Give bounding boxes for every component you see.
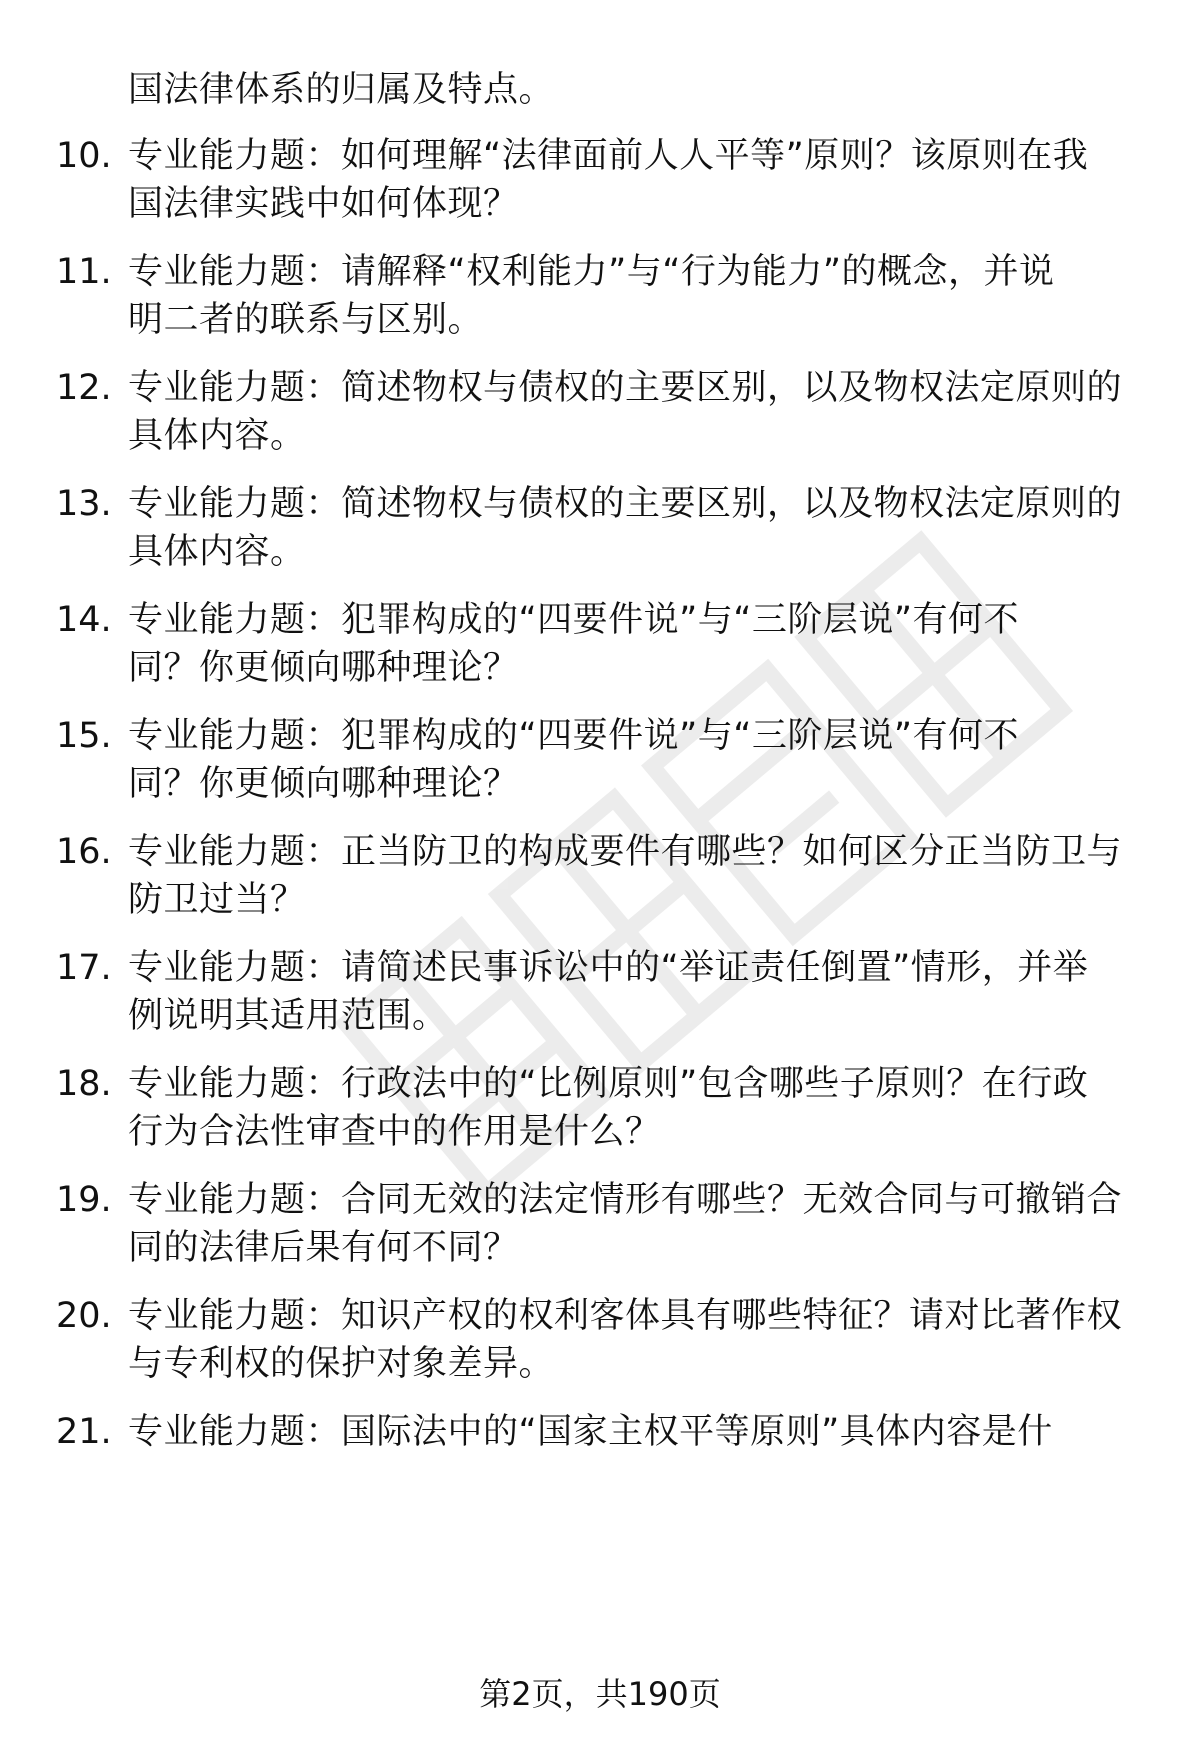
item-text-line: 明二者的联系与区别。 bbox=[128, 300, 484, 340]
item-text-line: 与专利权的保护对象差异。 bbox=[128, 1344, 555, 1384]
item-number: 15. bbox=[56, 716, 112, 756]
item-text-line: 专业能力题：知识产权的权利客体具有哪些特征？请对比著作权 bbox=[128, 1296, 1123, 1336]
item-number: 16. bbox=[56, 832, 112, 872]
item-text-line: 专业能力题：国际法中的“国家主权平等原则”具体内容是什 bbox=[128, 1412, 1053, 1452]
item-text-line: 同的法律后果有何不同？ bbox=[128, 1228, 519, 1268]
item-number: 18. bbox=[56, 1064, 112, 1104]
item-text-line: 专业能力题：合同无效的法定情形有哪些？无效合同与可撤销合 bbox=[128, 1180, 1123, 1220]
item-text-line: 同？你更倾向哪种理论？ bbox=[128, 764, 519, 804]
item-number: 17. bbox=[56, 948, 112, 988]
item-text-line: 例说明其适用范围。 bbox=[128, 996, 448, 1036]
item-text-line: 专业能力题：请简述民事诉讼中的“举证责任倒置”情形，并举 bbox=[128, 948, 1089, 988]
continuation-text: 国法律体系的归属及特点。 bbox=[128, 70, 555, 110]
item-number: 19. bbox=[56, 1180, 112, 1220]
item-text-line: 行为合法性审查中的作用是什么？ bbox=[128, 1112, 661, 1152]
item-text-line: 专业能力题：简述物权与债权的主要区别，以及物权法定原则的 bbox=[128, 368, 1123, 408]
item-text-line: 专业能力题：简述物权与债权的主要区别，以及物权法定原则的 bbox=[128, 484, 1123, 524]
item-text-line: 具体内容。 bbox=[128, 532, 306, 572]
item-number: 13. bbox=[56, 484, 112, 524]
item-text-line: 专业能力题：行政法中的“比例原则”包含哪些子原则？在行政 bbox=[128, 1064, 1089, 1104]
item-number: 12. bbox=[56, 368, 112, 408]
page-footer: 第2页，共190页 bbox=[479, 1675, 721, 1713]
item-number: 21. bbox=[56, 1412, 112, 1452]
item-text-line: 同？你更倾向哪种理论？ bbox=[128, 648, 519, 688]
item-text-line: 专业能力题：犯罪构成的“四要件说”与“三阶层说”有何不 bbox=[128, 600, 1020, 640]
item-text-line: 专业能力题：犯罪构成的“四要件说”与“三阶层说”有何不 bbox=[128, 716, 1020, 756]
item-text-line: 专业能力题：请解释“权利能力”与“行为能力”的概念，并说 bbox=[128, 252, 1055, 292]
item-number: 20. bbox=[56, 1296, 112, 1336]
item-text-line: 防卫过当？ bbox=[128, 880, 306, 920]
item-text-line: 专业能力题：正当防卫的构成要件有哪些？如何区分正当防卫与 bbox=[128, 832, 1123, 872]
item-text-line: 国法律实践中如何体现？ bbox=[128, 184, 519, 224]
item-number: 11. bbox=[56, 252, 112, 292]
item-text-line: 具体内容。 bbox=[128, 416, 306, 456]
item-text-line: 专业能力题：如何理解“法律面前人人平等”原则？该原则在我 bbox=[128, 136, 1089, 176]
item-number: 14. bbox=[56, 600, 112, 640]
item-number: 10. bbox=[56, 136, 112, 176]
